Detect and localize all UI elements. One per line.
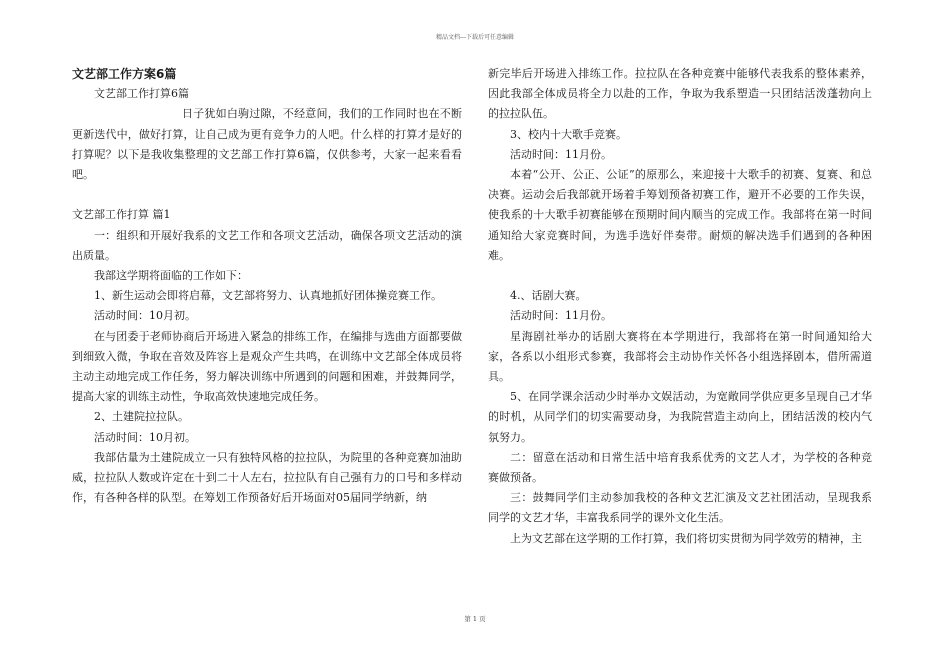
- paragraph: 活动时间：11月份。: [510, 147, 612, 161]
- paragraph: 一：组织和开展好我系的文艺工作和各项文艺活动，确保各项文艺活动的演出质量。: [72, 228, 462, 262]
- spacer: [72, 185, 462, 205]
- page-footer: 第 1 页: [464, 615, 486, 623]
- intro-paragraph: 日子犹如白驹过隙，不经意间，我们的工作同时也在不断更新迭代中，做好打算，让自己成为更有竞争力的人吧。什么样的打算才是好的打算呢？以下是我收集整理的文艺部工作打算6篇，仅供参考，大家一起来看看吧。: [72, 107, 462, 182]
- paragraph: 在与团委于老师协商后开场进入紧急的排练工作，在编排与选曲方面都要做到细致入微，争取在音效及阵容上是观众产生共鸣，在训练中文艺部全体成员将主动主动地完成工作任务，努力解决训练中所遇到的问题和困难，并鼓舞同学，提高大家的训练主动性，争取高效快速地完成任务。: [72, 329, 462, 404]
- left-column: [72, 64, 462, 508]
- paragraph: 4.、话剧大赛。: [510, 289, 587, 303]
- paragraph: 星海剧社举办的话剧大赛将在本学期进行，我部将在第一时间通知给大家，各系以小组形式参赛，我部将会主动协作关怀各小组选择剧本，借所需道具。: [488, 329, 872, 384]
- paragraph: 三：鼓舞同学们主动参加我校的各种文艺汇演及文艺社团活动，呈现我系同学的文艺才华，丰富我系同学的课外文化生活。: [488, 491, 872, 525]
- paragraph: 活动时间：10月初。: [94, 309, 196, 323]
- section-heading: 文艺部工作打算 篇1: [72, 208, 171, 222]
- paragraph: 5、在同学课余活动少时举办文娱活动，为宽敞同学供应更多呈现自己才华的时机，从同学们的切实需要动身，为我院营造主动向上，团结活泼的校内气氛努力。: [488, 390, 872, 444]
- paragraph: 活动时间：11月份。: [510, 309, 612, 323]
- right-column: [488, 64, 872, 549]
- paragraph: 活动时间：10月初。: [94, 430, 196, 444]
- paragraph: 1、新生运动会即将启幕，文艺部将努力、认真地抓好团体操竞赛工作。: [94, 289, 442, 303]
- paragraph: 新完毕后开场进入排练工作。拉拉队在各种竞赛中能够代表我系的整体素养，因此我部全体成员将全力以赴的工作，争取为我系塑造一只团结活泼蓬勃向上的拉拉队伍。: [488, 67, 872, 121]
- paragraph: 二：留意在活动和日常生活中培育我系优秀的文艺人才，为学校的各种竞赛做预备。: [488, 450, 872, 485]
- paragraph: 2、土建院拉拉队。: [94, 410, 189, 424]
- paragraph: 3、校内十大歌手竞赛。: [510, 127, 627, 141]
- document-subtitle: 文艺部工作打算6篇: [94, 87, 189, 101]
- spacer: [488, 266, 872, 286]
- paragraph: 本着“公开、公正、公证”的原那么，来迎接十大歌手的初赛、复赛、和总决赛。运动会后我部就开场着手筹划预备初赛工作，避开不必要的工作失误，使我系的十大歌手初赛能够在预期时间内顺当的完成工作。我部将在第一时间通知给大家竞赛时间，为选手选好伴奏带。耐烦的解决选手们遇到的各种困难。: [488, 168, 872, 262]
- document-title: 文艺部工作方案6篇: [72, 67, 177, 81]
- paragraph: 我部这学期将面临的工作如下：: [94, 269, 248, 283]
- paragraph: 我部估量为土建院成立一只有独特风格的拉拉队，为院里的各种竞赛加油助威，拉拉队人数或许定在十到二十人左右，拉拉队有自己强有力的口号和多样动作，有各种各样的队型。在筹划工作预备好后开场面对05届同学纳新，纳: [72, 450, 462, 505]
- paragraph: 上为文艺部在这学期的工作打算，我们将切实贯彻为同学效劳的精神，主: [510, 531, 862, 545]
- page-header: 精品文档---下载后可任意编辑: [435, 34, 515, 41]
